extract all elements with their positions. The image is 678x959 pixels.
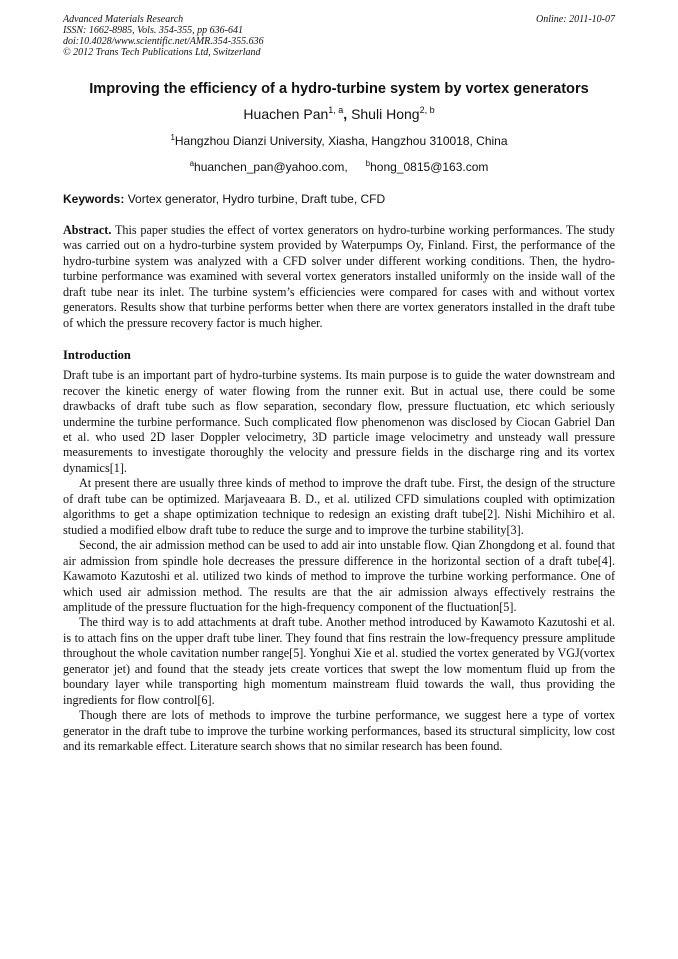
journal-header bbox=[63, 14, 615, 58]
affiliation-text: Hangzhou Dianzi University, Xiasha, Hangzhou 310018, China bbox=[174, 134, 508, 148]
intro-paragraph: Though there are lots of methods to improve the turbine performance, we suggest here a type of vortex generator in the draft tube to improve the turbine working performances, based its structural simplicity, low cost and its remarkable effect. Literature search shows that no similar research has been found. bbox=[63, 708, 615, 754]
email-marker: a bbox=[189, 159, 195, 168]
intro-paragraph: Draft tube is an important part of hydro-turbine systems. Its main purpose is to guide the water downstream and recover the kinetic energy of water flowing from the runner exit. But in actual use, there could be some drawbacks of draft tube such as flow separation, secondary flow, pressure fluctuation, etc which seriously undermine the turbine performance. Such complicated flow phenomenon was disclosed by Ciocan Gabriel Dan et al. who used 2D laser Doppler velocimetry, 3D particle image velocimetry and unsteady wall pressure measurements to investigate thoroughly the velocity and pressure fields in the discharge ring and its vortex dynamics[1]. bbox=[63, 368, 615, 475]
intro-paragraph: Second, the air admission method can be used to add air into unstable flow. Qian Zhongdong et al. found that air admission from spindle hole decreases the pressure difference in the horizontal section of a draft tube[4]. Kawamoto Kazutoshi et al. utilized two kinds of method to improve the turbine working performance. One of which used air admission method. The results are that the air admission always effectively restrains the amplitude of the pressure fluctuation for the high-frequency component of the fluctuation[5]. bbox=[63, 538, 615, 614]
keywords bbox=[63, 192, 615, 207]
intro-paragraph: The third way is to add attachments at draft tube. Another method introduced by Kawamoto Kazutoshi et al. is to attach fins on the upper draft tube liner. They found that fins restrain the low-frequency pressure amplitude throughout the whole cavitation number range[5]. Yonghui Xie et al. studied the vortex generated by VGJ(vortex generator jet) and found that the steady jets create vortices that swept the low momentum fluid up from the boundary layer while transporting high momentum mainstream fluid towards the wall, thus providing the ingredients for flow control[6]. bbox=[63, 615, 615, 707]
intro-paragraph: At present there are usually three kinds of method to improve the draft tube. First, the design of the structure of draft tube can be optimized. Marjaveaara B. D., et al. utilized CFD simulations coupled with optimization algorithms to get a shape optimization technique to redesign an existing draft tube[2]. Nishi Michihiro et al. studied a modified elbow draft tube to reduce the surge and to improve the turbine stability[3]. bbox=[63, 476, 615, 537]
page bbox=[63, 14, 615, 755]
author-name: Shuli Hong bbox=[351, 106, 420, 122]
keywords-label: Keywords: bbox=[63, 192, 125, 206]
abstract-text: This paper studies the effect of vortex generators on hydro-turbine working performances. The study was carried out on a hydro-turbine system provided by Waterpumps Oy, Finland. First, the performance of the hydro-turbine system was analyzed with a CFD solver under different working conditions. Then, the hydro-turbine performance was examined with several vortex generators installed uniformly on the inside wall of the draft tube near its inlet. The turbine system’s efficiencies were compared for cases with and without vortex generators. Results show that turbine performs better when there are vortex generators installed in the draft tube of which the pressure recovery factor is much higher. bbox=[63, 223, 615, 330]
email-marker: b bbox=[365, 159, 371, 168]
author-affiliation-marker: 1, a bbox=[328, 105, 344, 115]
online-date: Online: 2011-10-07 bbox=[536, 14, 615, 25]
author-emails bbox=[63, 156, 615, 175]
section-heading: Introduction bbox=[63, 348, 131, 363]
journal-name: Advanced Materials Research bbox=[63, 14, 184, 25]
abstract-label: Abstract. bbox=[63, 223, 112, 237]
issn-line: ISSN: 1662-8985, Vols. 354-355, pp 636-641 bbox=[63, 25, 243, 36]
author-list: Huachen Pan$^{1, a}$, Shuli Hong$^{2, b}$ bbox=[243, 105, 435, 122]
email-link[interactable]: hong_0815@163.com bbox=[370, 160, 489, 174]
affiliation bbox=[63, 130, 615, 149]
affiliation-marker: 1 bbox=[170, 133, 175, 142]
author-affiliation-marker: 2, b bbox=[419, 105, 435, 115]
keywords-text: Vortex generator, Hydro turbine, Draft tube, CFD bbox=[127, 192, 386, 206]
paper-title: Improving the efficiency of a hydro-turbine system by vortex generators bbox=[89, 81, 589, 97]
email-link[interactable]: huanchen_pan@yahoo.com, bbox=[194, 160, 348, 174]
author-name: Huachen Pan bbox=[243, 106, 329, 122]
abstract-paragraph bbox=[63, 223, 615, 331]
doi-line: doi:10.4028/www.scientific.net/AMR.354-355.636 bbox=[63, 36, 264, 47]
copyright-line: © 2012 Trans Tech Publications Ltd, Switzerland bbox=[63, 47, 261, 58]
abstract bbox=[63, 223, 615, 331]
